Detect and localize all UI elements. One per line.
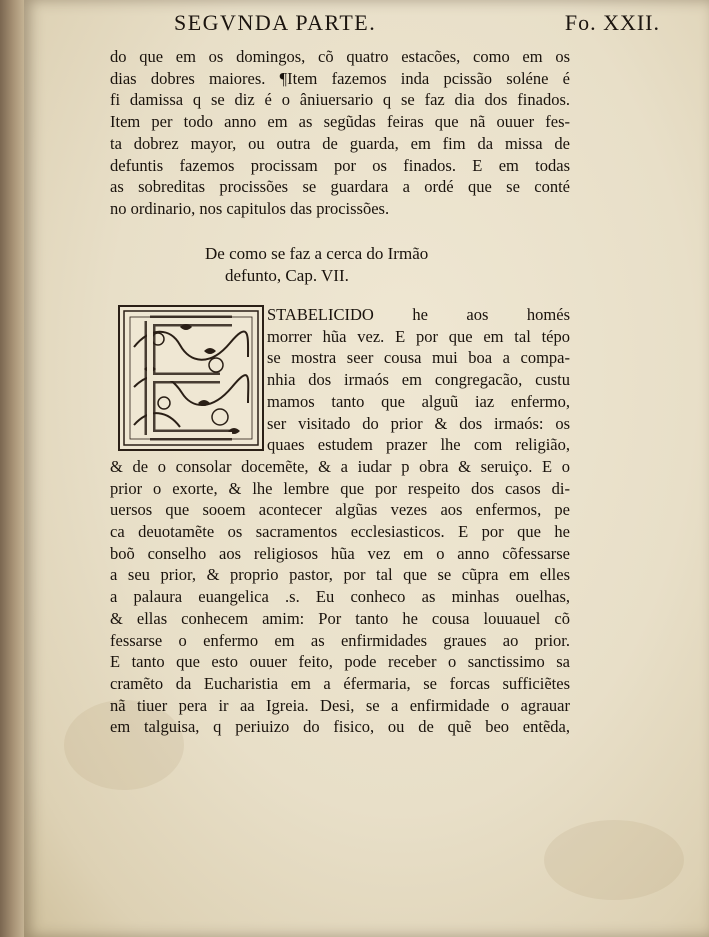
text-line: & de o consolar docemẽte, & a iudar p obra & seruiço. E o [110,456,570,476]
text-line: quaes estudem prazer lhe com religião, [267,435,570,455]
text-line: boõ conselho aos religiosos hũa vez em o anno cõfessarse [110,543,570,563]
text-line: uersos que sooem acontecer algũas vezes aos enfermos, pe [110,500,570,520]
text-line: E tanto que esto ouuer feito, pode receber o sanctissimo sa [110,652,570,672]
text-line: a seu prior, & proprio pastor, por tal que se cũpra em elles [110,565,570,585]
text-line: fi damissa q se diz é o âniuersario q se faz dia dos finados. [110,90,570,110]
page-header [140,10,660,40]
text-line: no ordinario, nos capitulos das procissões. [110,198,390,218]
text-line: mamos tanto que alguũ iaz enfermo, [267,391,570,411]
text-line: se mostra seer cousa mui boa a compa- [267,348,570,368]
text-line: em talguisa, q periuizo do fisico, ou de quẽ beo entẽda, [110,717,570,737]
chapter-title-line: defunto, Cap. VII. [225,265,349,285]
text-line: ser visitado do prior & dos irmaós: os [267,413,570,433]
chapter-heading [205,243,505,286]
text-line: morrer hũa vez. E por que em tal tépo [267,326,570,346]
text-line: a palaura euangelica .s. Eu conheco as minhas ouelhas, [110,587,570,607]
text-line: & ellas conhecem amim: Por tanto he cousa louuauel cõ [110,608,570,628]
text-line: dias dobres maiores. ¶Item fazemos inda pcissão soléne é [110,68,570,88]
text-line: STABELICIDO he aos homés [267,305,570,324]
text-line: as sobreditas procissões se guardara a ordé que se conté [110,177,570,197]
text-line: do que em os domingos, cõ quatro estacões, como em os [110,47,570,66]
running-head: SEGVNDA PARTE. [174,10,377,35]
text-line: nhia dos irmaós em congregacão, custu [267,370,570,390]
text-line: Item per todo anno em as segũdas feiras que nã ouuer fes- [110,112,570,132]
text-line: cramẽto da Eucharistia em a éfermaria, se forcas sufficiẽtes [110,673,570,693]
text-line: prior o exorte, & lhe lembre que por respeito dos casos di- [110,478,570,498]
text-line: defuntis fazemos procissam por os finados. E em todas [110,155,570,175]
paragraph-2 [110,304,570,738]
text-line: ta dobrez mayor, ou outra de guarda, em fim da missa de [110,133,570,153]
paper-stain [544,820,684,900]
chapter-title-line: De como se faz a cerca do Irmão [205,244,429,263]
text-line: ca deuotamẽte os sacramentos ecclesiasticos. E por que he [110,522,570,542]
text-line: fessarse o enfermo em as enfirmidades graues ao prior. [110,630,570,650]
text-line: nã tiuer pera ir aa Igreia. Desi, se a enfirmidade o agrauar [110,695,570,715]
paragraph-1 [110,46,570,220]
folio-number: Fo. XXII. [564,10,660,35]
